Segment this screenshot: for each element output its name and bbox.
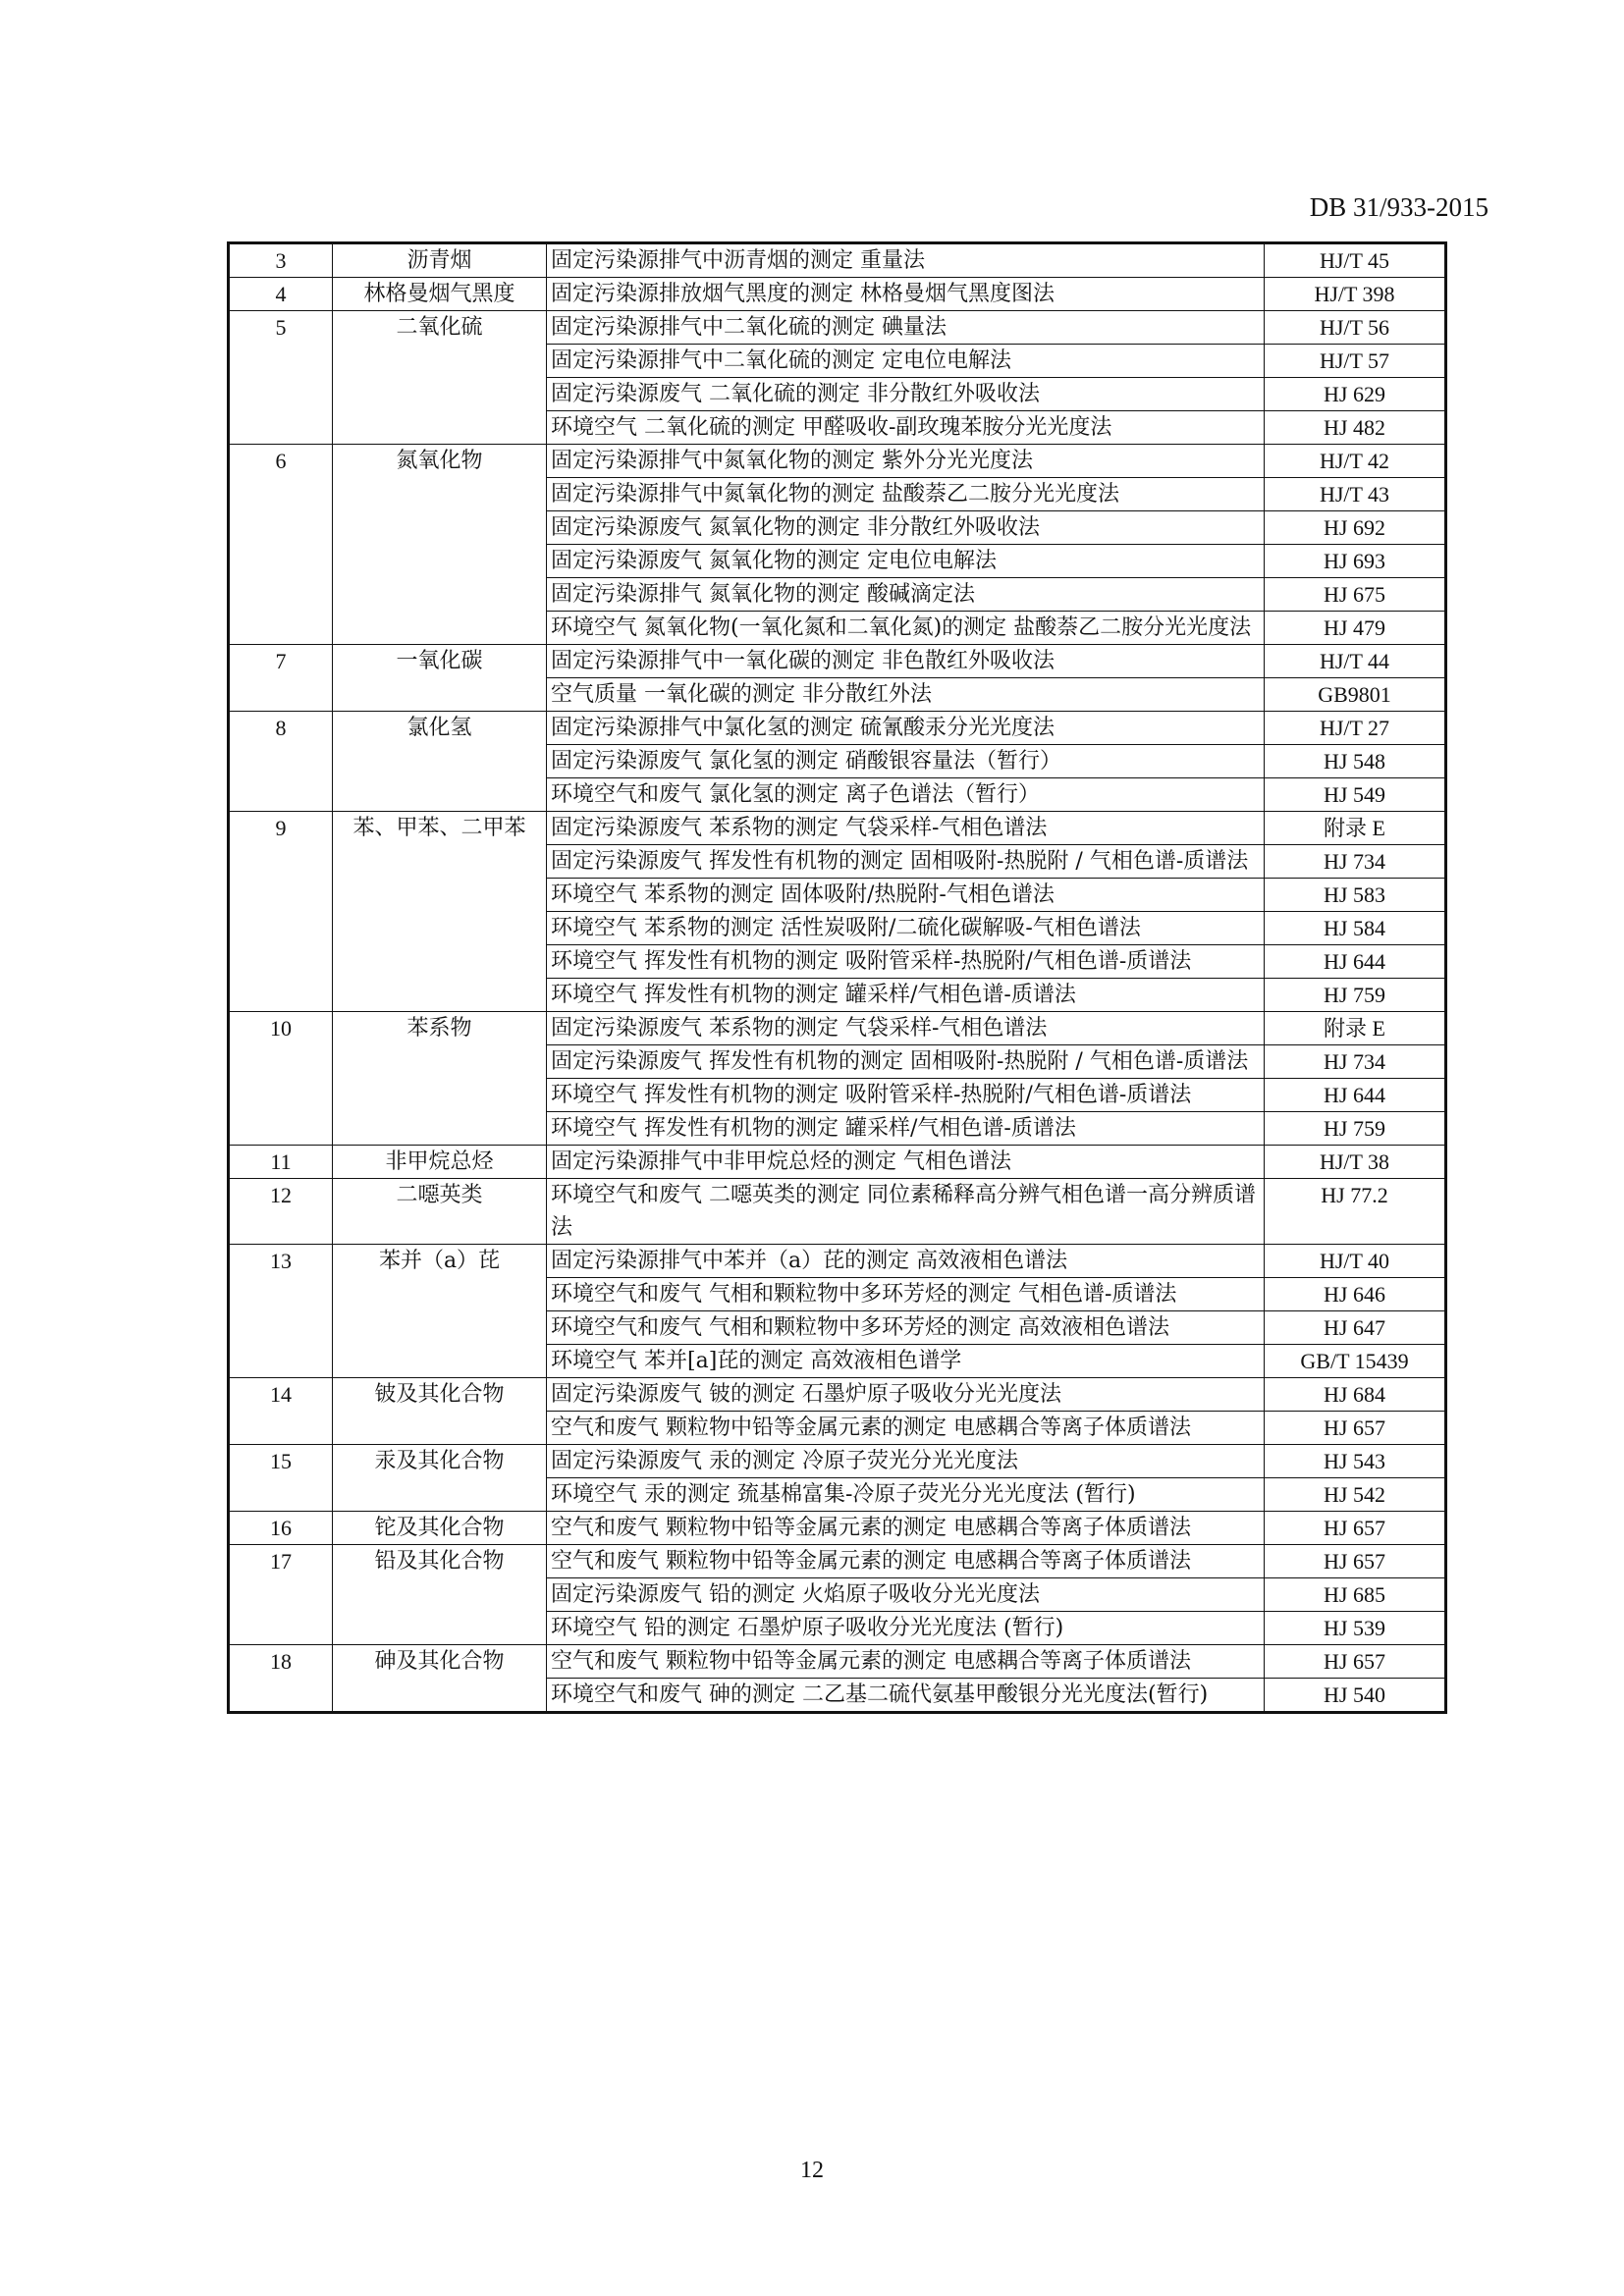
standard-code-cell: HJ 482 xyxy=(1265,411,1446,445)
method-cell: 空气和废气 颗粒物中铅等金属元素的测定 电感耦合等离子体质谱法 xyxy=(547,1645,1265,1679)
pollutant-cell: 铊及其化合物 xyxy=(333,1512,547,1545)
standard-code-cell: HJ/T 27 xyxy=(1265,712,1446,745)
standard-code-cell: HJ 647 xyxy=(1265,1311,1446,1345)
standard-code-cell: HJ 629 xyxy=(1265,378,1446,411)
standard-code-cell: HJ/T 56 xyxy=(1265,311,1446,345)
standard-code-cell: HJ 77.2 xyxy=(1265,1179,1446,1245)
item-number-cell: 11 xyxy=(229,1146,333,1179)
method-cell: 固定污染源废气 苯系物的测定 气袋采样-气相色谱法 xyxy=(547,1012,1265,1045)
pollutant-cell: 沥青烟 xyxy=(333,243,547,278)
method-cell: 空气和废气 颗粒物中铅等金属元素的测定 电感耦合等离子体质谱法 xyxy=(547,1412,1265,1445)
table-row xyxy=(229,1245,1446,1278)
pollutant-cell: 二噁英类 xyxy=(333,1179,547,1245)
method-cell: 环境空气 挥发性有机物的测定 吸附管采样-热脱附/气相色谱-质谱法 xyxy=(547,1079,1265,1112)
standard-code-cell: HJ 675 xyxy=(1265,578,1446,612)
method-cell: 环境空气 挥发性有机物的测定 吸附管采样-热脱附/气相色谱-质谱法 xyxy=(547,945,1265,979)
table-row xyxy=(229,1012,1446,1045)
item-number-cell: 13 xyxy=(229,1245,333,1378)
standard-code-cell: 附录 E xyxy=(1265,812,1446,845)
method-cell: 固定污染源排气中沥青烟的测定 重量法 xyxy=(547,243,1265,278)
standard-code-cell: HJ 548 xyxy=(1265,745,1446,778)
method-cell: 环境空气 挥发性有机物的测定 罐采样/气相色谱-质谱法 xyxy=(547,1112,1265,1146)
table-row xyxy=(229,1146,1446,1179)
standard-code-cell: HJ/T 43 xyxy=(1265,478,1446,511)
method-cell: 固定污染源排气中氯化氢的测定 硫氰酸汞分光光度法 xyxy=(547,712,1265,745)
standard-code-cell: HJ/T 38 xyxy=(1265,1146,1446,1179)
method-cell: 环境空气和废气 气相和颗粒物中多环芳烃的测定 高效液相色谱法 xyxy=(547,1311,1265,1345)
item-number-cell: 16 xyxy=(229,1512,333,1545)
standard-code-cell: 附录 E xyxy=(1265,1012,1446,1045)
item-number-cell: 6 xyxy=(229,445,333,645)
standard-code-cell: HJ 759 xyxy=(1265,979,1446,1012)
table-row xyxy=(229,1378,1446,1412)
item-number-cell: 3 xyxy=(229,243,333,278)
method-cell: 固定污染源废气 挥发性有机物的测定 固相吸附-热脱附 / 气相色谱-质谱法 xyxy=(547,1045,1265,1079)
standard-code-cell: HJ 734 xyxy=(1265,1045,1446,1079)
method-cell: 固定污染源排气中二氧化硫的测定 定电位电解法 xyxy=(547,345,1265,378)
standard-code-cell: HJ/T 398 xyxy=(1265,278,1446,311)
standard-code-cell: HJ 734 xyxy=(1265,845,1446,879)
pollutant-cell: 二氧化硫 xyxy=(333,311,547,445)
item-number-cell: 8 xyxy=(229,712,333,812)
method-cell: 固定污染源排气中二氧化硫的测定 碘量法 xyxy=(547,311,1265,345)
table-row xyxy=(229,712,1446,745)
pollutant-cell: 苯并（a）芘 xyxy=(333,1245,547,1378)
item-number-cell: 5 xyxy=(229,311,333,445)
pollutant-cell: 氮氧化物 xyxy=(333,445,547,645)
method-cell: 固定污染源排气中氮氧化物的测定 盐酸萘乙二胺分光光度法 xyxy=(547,478,1265,511)
item-number-cell: 7 xyxy=(229,645,333,712)
item-number-cell: 12 xyxy=(229,1179,333,1245)
standard-code-cell: HJ 644 xyxy=(1265,945,1446,979)
method-cell: 环境空气和废气 氯化氢的测定 离子色谱法（暂行） xyxy=(547,778,1265,812)
method-cell: 环境空气 苯系物的测定 固体吸附/热脱附-气相色谱法 xyxy=(547,879,1265,912)
method-cell: 环境空气 二氧化硫的测定 甲醛吸收-副玫瑰苯胺分光光度法 xyxy=(547,411,1265,445)
method-cell: 固定污染源排放烟气黑度的测定 林格曼烟气黑度图法 xyxy=(547,278,1265,311)
table-row xyxy=(229,278,1446,311)
standard-code-cell: HJ 657 xyxy=(1265,1645,1446,1679)
method-cell: 环境空气和废气 砷的测定 二乙基二硫代氨基甲酸银分光光度法(暂行) xyxy=(547,1679,1265,1713)
table-row xyxy=(229,812,1446,845)
method-cell: 固定污染源废气 氯化氢的测定 硝酸银容量法（暂行） xyxy=(547,745,1265,778)
method-cell: 固定污染源排气 氮氧化物的测定 酸碱滴定法 xyxy=(547,578,1265,612)
standard-code-cell: HJ 549 xyxy=(1265,778,1446,812)
method-cell: 固定污染源排气中一氧化碳的测定 非色散红外吸收法 xyxy=(547,645,1265,678)
item-number-cell: 10 xyxy=(229,1012,333,1146)
table-row xyxy=(229,645,1446,678)
standard-code-cell: HJ/T 40 xyxy=(1265,1245,1446,1278)
pollutant-cell: 砷及其化合物 xyxy=(333,1645,547,1713)
pollutant-cell: 林格曼烟气黑度 xyxy=(333,278,547,311)
item-number-cell: 18 xyxy=(229,1645,333,1713)
method-cell: 固定污染源废气 铍的测定 石墨炉原子吸收分光光度法 xyxy=(547,1378,1265,1412)
standard-code-cell: GB/T 15439 xyxy=(1265,1345,1446,1378)
standard-code-cell: HJ 685 xyxy=(1265,1578,1446,1612)
table-row xyxy=(229,1545,1446,1578)
document-code: DB 31/933-2015 xyxy=(1309,192,1489,222)
standard-code-cell: HJ 479 xyxy=(1265,612,1446,645)
method-cell: 环境空气 挥发性有机物的测定 罐采样/气相色谱-质谱法 xyxy=(547,979,1265,1012)
method-cell: 固定污染源排气中氮氧化物的测定 紫外分光光度法 xyxy=(547,445,1265,478)
method-cell: 固定污染源废气 氮氧化物的测定 定电位电解法 xyxy=(547,545,1265,578)
standard-code-cell: HJ 759 xyxy=(1265,1112,1446,1146)
standard-code-cell: HJ 657 xyxy=(1265,1545,1446,1578)
method-cell: 固定污染源废气 铅的测定 火焰原子吸收分光光度法 xyxy=(547,1578,1265,1612)
standard-code-cell: HJ 657 xyxy=(1265,1412,1446,1445)
standard-code-cell: HJ 583 xyxy=(1265,879,1446,912)
table-row xyxy=(229,243,1446,278)
method-cell: 环境空气 铅的测定 石墨炉原子吸收分光光度法 (暂行) xyxy=(547,1612,1265,1645)
standard-code-cell: HJ 542 xyxy=(1265,1478,1446,1512)
standard-code-cell: HJ 584 xyxy=(1265,912,1446,945)
method-cell: 固定污染源废气 汞的测定 冷原子荧光分光光度法 xyxy=(547,1445,1265,1478)
standards-table xyxy=(227,241,1447,1714)
pollutant-cell: 一氧化碳 xyxy=(333,645,547,712)
pollutant-cell: 氯化氢 xyxy=(333,712,547,812)
standard-code-cell: HJ 657 xyxy=(1265,1512,1446,1545)
table-row xyxy=(229,1445,1446,1478)
method-cell: 固定污染源排气中苯并（a）芘的测定 高效液相色谱法 xyxy=(547,1245,1265,1278)
method-cell: 固定污染源废气 二氧化硫的测定 非分散红外吸收法 xyxy=(547,378,1265,411)
method-cell: 固定污染源废气 苯系物的测定 气袋采样-气相色谱法 xyxy=(547,812,1265,845)
item-number-cell: 4 xyxy=(229,278,333,311)
standard-code-cell: HJ/T 42 xyxy=(1265,445,1446,478)
method-cell: 固定污染源废气 氮氧化物的测定 非分散红外吸收法 xyxy=(547,511,1265,545)
pollutant-cell: 汞及其化合物 xyxy=(333,1445,547,1512)
item-number-cell: 17 xyxy=(229,1545,333,1645)
standards-table-body xyxy=(229,243,1446,1713)
method-cell: 环境空气 汞的测定 巯基棉富集-冷原子荧光分光光度法 (暂行) xyxy=(547,1478,1265,1512)
pollutant-cell: 铍及其化合物 xyxy=(333,1378,547,1445)
method-cell: 环境空气 苯系物的测定 活性炭吸附/二硫化碳解吸-气相色谱法 xyxy=(547,912,1265,945)
pollutant-cell: 苯系物 xyxy=(333,1012,547,1146)
table-row xyxy=(229,1179,1446,1245)
method-cell: 空气和废气 颗粒物中铅等金属元素的测定 电感耦合等离子体质谱法 xyxy=(547,1512,1265,1545)
table-row xyxy=(229,1645,1446,1679)
page-number: 12 xyxy=(800,2158,824,2183)
table-row xyxy=(229,311,1446,345)
standard-code-cell: HJ 646 xyxy=(1265,1278,1446,1311)
standard-code-cell: HJ 692 xyxy=(1265,511,1446,545)
item-number-cell: 9 xyxy=(229,812,333,1012)
method-cell: 环境空气和废气 气相和颗粒物中多环芳烃的测定 气相色谱-质谱法 xyxy=(547,1278,1265,1311)
standard-code-cell: HJ 540 xyxy=(1265,1679,1446,1713)
pollutant-cell: 苯、甲苯、二甲苯 xyxy=(333,812,547,1012)
standard-code-cell: HJ 644 xyxy=(1265,1079,1446,1112)
method-cell: 空气和废气 颗粒物中铅等金属元素的测定 电感耦合等离子体质谱法 xyxy=(547,1545,1265,1578)
standard-code-cell: HJ 684 xyxy=(1265,1378,1446,1412)
method-cell: 环境空气和废气 二噁英类的测定 同位素稀释高分辨气相色谱一高分辨质谱法 xyxy=(547,1179,1265,1245)
standard-code-cell: HJ/T 57 xyxy=(1265,345,1446,378)
standard-code-cell: HJ/T 44 xyxy=(1265,645,1446,678)
method-cell: 固定污染源排气中非甲烷总烃的测定 气相色谱法 xyxy=(547,1146,1265,1179)
method-cell: 环境空气 氮氧化物(一氧化氮和二氧化氮)的测定 盐酸萘乙二胺分光光度法 xyxy=(547,612,1265,645)
item-number-cell: 15 xyxy=(229,1445,333,1512)
standard-code-cell: HJ 693 xyxy=(1265,545,1446,578)
method-cell: 空气质量 一氧化碳的测定 非分散红外法 xyxy=(547,678,1265,712)
method-cell: 固定污染源废气 挥发性有机物的测定 固相吸附-热脱附 / 气相色谱-质谱法 xyxy=(547,845,1265,879)
method-cell: 环境空气 苯并[a]芘的测定 高效液相色谱学 xyxy=(547,1345,1265,1378)
pollutant-cell: 铅及其化合物 xyxy=(333,1545,547,1645)
pollutant-cell: 非甲烷总烃 xyxy=(333,1146,547,1179)
table-row xyxy=(229,445,1446,478)
standard-code-cell: HJ/T 45 xyxy=(1265,243,1446,278)
item-number-cell: 14 xyxy=(229,1378,333,1445)
standard-code-cell: GB9801 xyxy=(1265,678,1446,712)
table-row xyxy=(229,1512,1446,1545)
standard-code-cell: HJ 539 xyxy=(1265,1612,1446,1645)
standard-code-cell: HJ 543 xyxy=(1265,1445,1446,1478)
